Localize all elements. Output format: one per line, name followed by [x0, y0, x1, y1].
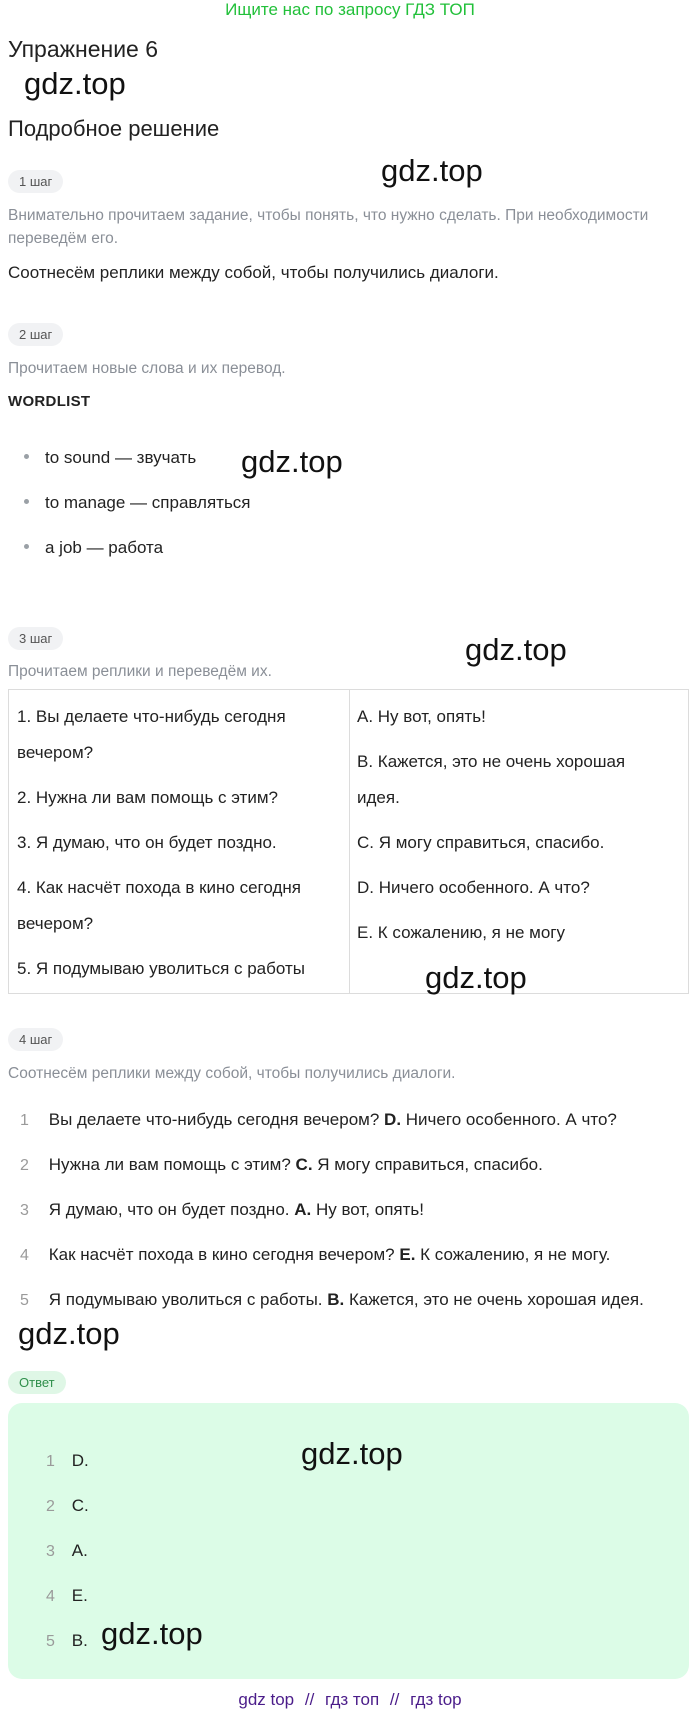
table-cell-right: E. К сожалению, я не могу — [357, 923, 565, 942]
table-cell-left: 4. Как насчёт похода в кино сегодня — [17, 878, 301, 897]
footer-link[interactable]: гдз top — [410, 1690, 462, 1709]
step-4-badge: 4 шаг — [8, 1028, 63, 1051]
table-cell-right: C. Я могу справиться, спасибо. — [357, 833, 605, 852]
dialog-line — [20, 1290, 644, 1310]
table-divider — [349, 689, 350, 994]
answer-item — [46, 1496, 89, 1516]
table-cell-right: A. Ну вот, опять! — [357, 707, 486, 726]
answer-badge: Ответ — [8, 1371, 66, 1394]
table-cell-left: вечером? — [17, 743, 94, 762]
table-cell-right: идея. — [357, 788, 400, 807]
dialog-line — [20, 1245, 610, 1265]
top-banner[interactable]: Ищите нас по запросу ГДЗ ТОП — [225, 0, 475, 19]
dialog-number: 5 — [20, 1292, 29, 1309]
dialog-letter: C. — [295, 1155, 313, 1174]
dialog-line — [20, 1110, 617, 1130]
answer-number: 3 — [46, 1543, 55, 1560]
answer-value: A. — [71, 1541, 88, 1560]
watermark: gdz.top — [101, 1616, 203, 1651]
dialog-letter: E. — [399, 1245, 416, 1264]
wordlist-item-text: to sound — звучать — [45, 448, 197, 467]
bullet-icon — [24, 499, 29, 504]
exercise-title: Упражнение 6 — [8, 36, 159, 62]
dialog-number: 2 — [20, 1157, 29, 1174]
watermark: gdz.top — [24, 66, 126, 101]
dialog-number: 3 — [20, 1202, 29, 1219]
answer-number: 4 — [46, 1588, 55, 1605]
wordlist-item — [24, 538, 163, 558]
dialog-answer: Ну вот, опять! — [315, 1200, 424, 1219]
footer-link[interactable]: гдз топ — [325, 1690, 380, 1709]
dialog-answer: Я могу справиться, спасибо. — [317, 1155, 543, 1174]
table-cell-right: B. Кажется, это не очень хорошая — [357, 752, 626, 771]
answer-value: B. — [71, 1631, 88, 1650]
footer-separator: // — [389, 1690, 400, 1709]
step-1-instruction-line: переведём его. — [8, 230, 119, 247]
answer-item — [46, 1586, 88, 1606]
step-3-instruction: Прочитаем реплики и переведём их. — [8, 663, 272, 680]
dialog-answer: Кажется, это не очень хорошая идея. — [348, 1290, 644, 1309]
watermark: gdz.top — [18, 1316, 120, 1351]
step-3-badge: 3 шаг — [8, 627, 63, 650]
step-2-instruction: Прочитаем новые слова и их перевод. — [8, 360, 286, 377]
step-1-text: Соотнесём реплики между собой, чтобы получились диалоги. — [8, 263, 499, 282]
dialog-line — [20, 1155, 543, 1175]
answer-item — [46, 1541, 88, 1561]
watermark: gdz.top — [241, 444, 343, 479]
answer-item — [46, 1631, 88, 1651]
dialog-question: Как насчёт похода в кино сегодня вечером? — [48, 1245, 395, 1264]
footer-links — [0, 1690, 700, 1710]
dialog-question: Вы делаете что-нибудь сегодня вечером? — [48, 1110, 380, 1129]
wordlist-item-text: to manage — справляться — [45, 493, 251, 512]
step-2-badge: 2 шаг — [8, 323, 63, 346]
step-1-instruction — [8, 204, 648, 250]
dialog-question: Нужна ли вам помощь с этим? — [48, 1155, 291, 1174]
dialog-letter: D. — [384, 1110, 402, 1129]
dialog-letter: A. — [294, 1200, 312, 1219]
wordlist-item — [24, 448, 196, 468]
step-4-instruction: Соотнесём реплики между собой, чтобы получились диалоги. — [8, 1065, 456, 1082]
watermark: gdz.top — [381, 153, 483, 188]
watermark: gdz.top — [465, 632, 567, 667]
answer-value: E. — [71, 1586, 88, 1605]
dialog-number: 1 — [20, 1112, 29, 1129]
dialog-question: Я думаю, что он будет поздно. — [48, 1200, 290, 1219]
footer-separator: // — [304, 1690, 315, 1709]
table-cell-left: 3. Я думаю, что он будет поздно. — [17, 833, 277, 852]
table-cell-left: 5. Я подумываю уволиться с работы — [17, 959, 305, 978]
table-cell-right: D. Ничего особенного. А что? — [357, 878, 590, 897]
table-cell-left: вечером? — [17, 914, 94, 933]
answer-item — [46, 1451, 89, 1471]
answer-number: 5 — [46, 1633, 55, 1650]
answer-number: 1 — [46, 1453, 55, 1470]
answer-number: 2 — [46, 1498, 55, 1515]
answer-value: D. — [71, 1451, 89, 1470]
dialog-answer: Ничего особенного. А что? — [405, 1110, 617, 1129]
step-1-badge: 1 шаг — [8, 170, 63, 193]
answer-value: C. — [71, 1496, 89, 1515]
watermark: gdz.top — [301, 1436, 403, 1471]
wordlist-item-text: a job — работа — [45, 538, 164, 557]
footer-link[interactable]: gdz top — [238, 1690, 295, 1709]
table-cell-left: 2. Нужна ли вам помощь с этим? — [17, 788, 278, 807]
bullet-icon — [24, 544, 29, 549]
section-title: Подробное решение — [8, 116, 220, 141]
dialog-question: Я подумываю уволиться с работы. — [48, 1290, 323, 1309]
table-cell-left: 1. Вы делаете что-нибудь сегодня — [17, 707, 286, 726]
bullet-icon — [24, 454, 29, 459]
wordlist-title: WORDLIST — [8, 393, 91, 410]
dialog-letter: B. — [327, 1290, 345, 1309]
dialog-line — [20, 1200, 424, 1220]
step-1-instruction-line: Внимательно прочитаем задание, чтобы понять, что нужно сделать. При необходимости — [8, 207, 649, 224]
dialog-answer: К сожалению, я не могу. — [420, 1245, 611, 1264]
dialog-number: 4 — [20, 1247, 29, 1264]
watermark: gdz.top — [425, 960, 527, 995]
wordlist-item — [24, 493, 251, 513]
